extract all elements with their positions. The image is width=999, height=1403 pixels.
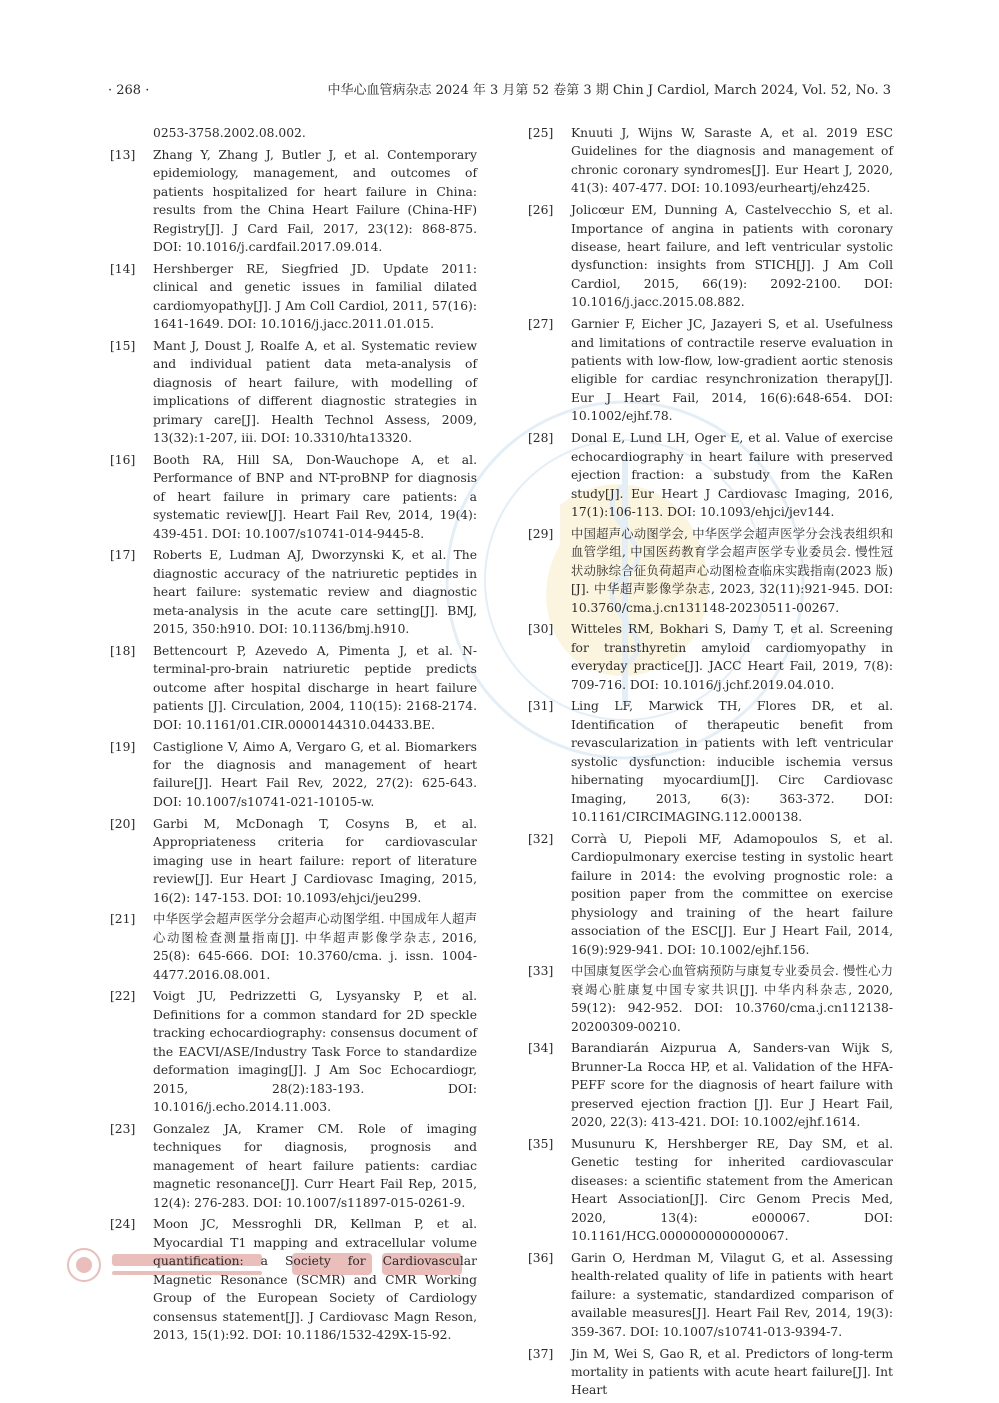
reference-text: Knuuti J, Wijns W, Saraste A, et al. 2019 ESC Guidelines for the diagnosis and management of chronic coronary syndromes[J]. Eur Heart J, 2020, 41(3): 407-477. DOI: 10.1093/eurheartj/ehz425. <box>571 126 893 196</box>
reference-item <box>528 830 893 959</box>
reference-text: Garin O, Herdman M, Vilagut G, et al. Assessing health-related quality of life in patients with heart failure: a systematic, standardized comparison of available measures[J]. Heart Fail Rev, 2014, 19(3): 359-367. DOI: 10.1007/s10741-013-9394-7. <box>571 1251 893 1339</box>
reference-number: [19] <box>110 739 136 754</box>
reference-item <box>110 642 477 734</box>
reference-item <box>528 124 893 198</box>
reference-item <box>110 260 477 334</box>
reference-text: Bettencourt P, Azevedo A, Pimenta J, et al. N-terminal-pro-brain natriuretic peptide predicts outcome after hospital discharge in heart failure patients [J]. Circulation, 2004, 110(15): 2168-2174. DOI: 10.1161/01.CIR.0000144310.04433.BE. <box>153 644 477 732</box>
reference-number: [34] <box>528 1041 554 1056</box>
reference-text: Musunuru K, Hershberger RE, Day SM, et al. Genetic testing for inherited cardiovascular diseases: a scientific statement from the American Heart Association[J]. Circ Genom Precis Med, 2020, 13(4): e000067. DOI: 10.1161/HCG.0000000000000067. <box>571 1136 893 1244</box>
reference-number: [30] <box>528 622 554 637</box>
reference-item <box>528 1039 893 1131</box>
right-column <box>528 124 893 1403</box>
reference-number: [33] <box>528 964 554 979</box>
reference-text: 中华医学会超声医学分会超声心动图学组. 中国成年人超声心动图检查测量指南[J]. 中华超声影像学杂志, 2016, 25(8): 645-666. DOI: 10.3760/cma. j. issn. 1004-4477.2016.08.001. <box>153 912 477 982</box>
reference-continuation: 0253-3758.2002.08.002. <box>153 126 306 140</box>
reference-text: Voigt JU, Pedrizzetti G, Lysyansky P, et al. Definitions for a common standard for 2D speckle tracking echocardiography: consensus document of the EACVI/ASE/Industry Task Force to standardize deformation imaging[J]. J Am Soc Echocardiogr, 2015, 28(2):183-193. DOI: 10.1016/j.echo.2014.11.003. <box>153 989 477 1115</box>
reference-item <box>110 910 477 984</box>
reference-text: Mant J, Doust J, Roalfe A, et al. Systematic review and individual patient data meta-analysis of diagnosis of heart failure, with modelling of implications of different diagnostic strategies in primary care[J]. Health Technol Assess, 2009, 13(32):1-207, iii. DOI: 10.3310/hta13320. <box>153 338 477 446</box>
reference-number: [18] <box>110 644 136 659</box>
reference-number: [13] <box>110 147 136 162</box>
reference-item <box>528 962 893 1036</box>
reference-number: [37] <box>528 1346 554 1361</box>
reference-number: [32] <box>528 831 554 846</box>
reference-text: Witteles RM, Bokhari S, Damy T, et al. Screening for transthyretin amyloid cardiomyopathy in everyday practice[J]. JACC Heart Fail, 2019, 7(8): 709-716. DOI: 10.1016/j.jchf.2019.04.010. <box>571 622 893 692</box>
reference-item <box>528 697 893 826</box>
running-header <box>108 80 891 102</box>
reference-number: [23] <box>110 1121 136 1136</box>
reference-text: 中国康复医学会心血管病预防与康复专业委员会. 慢性心力衰竭心脏康复中国专家共识[J]. 中华内科杂志, 2020, 59(12): 942-952. DOI: 10.3760/cma.j.cn112138-20200309-00210. <box>571 964 893 1034</box>
reference-item <box>110 738 477 812</box>
reference-item <box>110 546 477 638</box>
reference-number: [17] <box>110 548 136 563</box>
reference-text: Donal E, Lund LH, Oger E, et al. Value of exercise echocardiography in heart failure with preserved ejection fraction: a substudy from the KaRen study[J]. Eur Heart J Cardiovasc Imaging, 2016, 17(1):106-113. DOI: 10.1093/ehjci/jev144. <box>571 431 893 519</box>
reference-item <box>528 1135 893 1246</box>
reference-text: Corrà U, Piepoli MF, Adamopoulos S, et al. Cardiopulmonary exercise testing in systolic heart failure in 2014: the evolving prognostic role: a position paper from the committee on exercise physiology and training of the heart failure association of the ESC[J]. Eur J Heart Fail, 2014, 16(9):929-941. DOI: 10.1002/ejhf.156. <box>571 831 893 957</box>
reference-text: Castiglione V, Aimo A, Vergaro G, et al. Biomarkers for the diagnosis and management of heart failure[J]. Heart Fail Rev, 2022, 27(2): 625-643. DOI: 10.1007/s10741-021-10105-w. <box>153 739 477 809</box>
reference-item <box>528 429 893 521</box>
reference-text: 中国超声心动图学会, 中华医学会超声医学分会浅表组织和血管学组, 中国医药教育学会超声医学专业委员会. 慢性冠状动脉综合征负荷超声心动图检查临床实践指南(2023 版)[J]. 中华超声影像学杂志, 2023, 32(11):921-945. DOI: 10.3760/cma.j.cn131148-20230511-00267. <box>571 526 893 615</box>
reference-number: [31] <box>528 699 554 714</box>
reference-number: [36] <box>528 1251 554 1265</box>
reference-item <box>110 987 477 1116</box>
reference-number: [27] <box>528 317 554 332</box>
reference-item <box>528 1249 893 1341</box>
reference-number: [26] <box>528 203 554 218</box>
reference-item <box>528 1345 893 1400</box>
reference-number: [15] <box>110 338 136 353</box>
reference-text: Barandiarán Aizpurua A, Sanders-van Wijk S, Brunner-La Rocca HP, et al. Validation of the HFA-PEFF score for the diagnosis of heart failure with preserved ejection fraction [J]. Eur J Heart Fail, 2020, 22(3): 413-421. DOI: 10.1002/ejhf.1614. <box>571 1041 893 1130</box>
reference-item <box>110 146 477 257</box>
publisher-seal-icon <box>66 1247 102 1283</box>
reference-text: Ling LF, Marwick TH, Flores DR, et al. Identification of therapeutic benefit from revascularization in patients with left ventricular systolic dysfunction: inducible ischemia versus hibernating myocardium[J]. Circ Cardiovasc Imaging, 2013, 6(3): 363-372. DOI: 10.1161/CIRCIMAGING.112.000138. <box>571 699 893 825</box>
reference-item <box>110 1215 477 1344</box>
reference-number: [22] <box>110 989 136 1004</box>
reference-number: [28] <box>528 431 554 446</box>
reference-number: [24] <box>110 1217 136 1232</box>
reference-item <box>528 620 893 694</box>
reference-text: Hershberger RE, Siegfried JD. Update 2011: clinical and genetic issues in familial dilated cardiomyopathy[J]. J Am Coll Cardiol, 2011, 57(16): 1641-1649. DOI: 10.1016/j.jacc.2011.01.015. <box>153 261 477 332</box>
reference-item <box>110 451 477 543</box>
reference-text: Garnier F, Eicher JC, Jazayeri S, et al. Usefulness and limitations of contractile reserve evaluation in patients with low-flow, low-gradient aortic stenosis eligible for cardiac resynchronization therapy[J]. Eur J Heart Fail, 2014, 16(6):648-654. DOI: 10.1002/ejhf.78. <box>571 317 893 424</box>
reference-number: [25] <box>528 126 554 140</box>
reference-number: [20] <box>110 816 136 831</box>
reference-number: [16] <box>110 452 136 467</box>
reference-text: Roberts E, Ludman AJ, Dworzynski K, et al. The diagnostic accuracy of the natriuretic peptides in heart failure: systematic review and diagnostic meta-analysis in the acute care setting[J]. BMJ, 2015, 350:h910. DOI: 10.1136/bmj.h910. <box>153 548 477 637</box>
reference-item <box>528 315 893 426</box>
reference-item <box>110 815 477 907</box>
reference-item <box>110 1120 477 1212</box>
reference-number: [35] <box>528 1136 554 1151</box>
reference-text: Garbi M, McDonagh T, Cosyns B, et al. Appropriateness criteria for cardiovascular imaging use in heart failure: report of literature review[J]. Eur Heart J Cardiovasc Imaging, 2015, 16(2): 147-153. DOI: 10.1093/ehjci/jeu299. <box>153 816 477 905</box>
reference-number: [21] <box>110 912 136 927</box>
page-number: · 268 · <box>108 83 150 98</box>
reference-item <box>528 201 893 312</box>
reference-item <box>528 525 893 617</box>
reference-number: [14] <box>110 261 136 276</box>
reference-number: [29] <box>528 526 554 541</box>
left-column <box>110 124 477 1348</box>
reference-text: Zhang Y, Zhang J, Butler J, et al. Contemporary epidemiology, management, and outcomes of patients hospitalized for heart failure in China: results from the China Heart Failure (China-HF) Registry[J]. J Card Fail, 2017, 23(12): 868-875. DOI: 10.1016/j.cardfail.2017.09.014. <box>153 147 477 255</box>
reference-text: Booth RA, Hill SA, Don-Wauchope A, et al. Performance of BNP and NT-proBNP for diagnosis of heart failure in primary care patients: a systematic review[J]. Heart Fail Rev, 2014, 19(4): 439-451. DOI: 10.1007/s10741-014-9445-8. <box>153 452 477 541</box>
reference-text: Moon JC, Messroghli DR, Kellman P, et al. Myocardial T1 mapping and extracellular volume quantification: a Society for Cardiovascular Magnetic Resonance (SCMR) and CMR Working Group of the European Society of Cardiology consensus statement[J]. J Cardiovasc Magn Reson, 2013, 15(1):92. DOI: 10.1186/1532-429X-15-92. <box>153 1217 477 1343</box>
reference-text: Gonzalez JA, Kramer CM. Role of imaging techniques for diagnosis, prognosis and management of heart failure patients: cardiac magnetic resonance[J]. Curr Heart Fail Rep, 2015, 12(4): 276-283. DOI: 10.1007/s11897-015-0261-9. <box>153 1121 477 1210</box>
reference-text: Jin M, Wei S, Gao R, et al. Predictors of long-term mortality in patients with acute heart failure[J]. Int Heart <box>571 1346 893 1398</box>
reference-text: Jolicœur EM, Dunning A, Castelvecchio S, et al. Importance of angina in patients with coronary disease, heart failure, and left ventricular systolic dysfunction: insights from STICH[J]. J Am Coll Cardiol, 2015, 66(19): 2092-2100. DOI: 10.1016/j.jacc.2015.08.882. <box>571 203 893 310</box>
reference-item <box>110 337 477 448</box>
journal-citation: 中华心血管病杂志 2024 年 3 月第 52 卷第 3 期 Chin J Cardiol, March 2024, Vol. 52, No. 3 <box>327 83 891 98</box>
